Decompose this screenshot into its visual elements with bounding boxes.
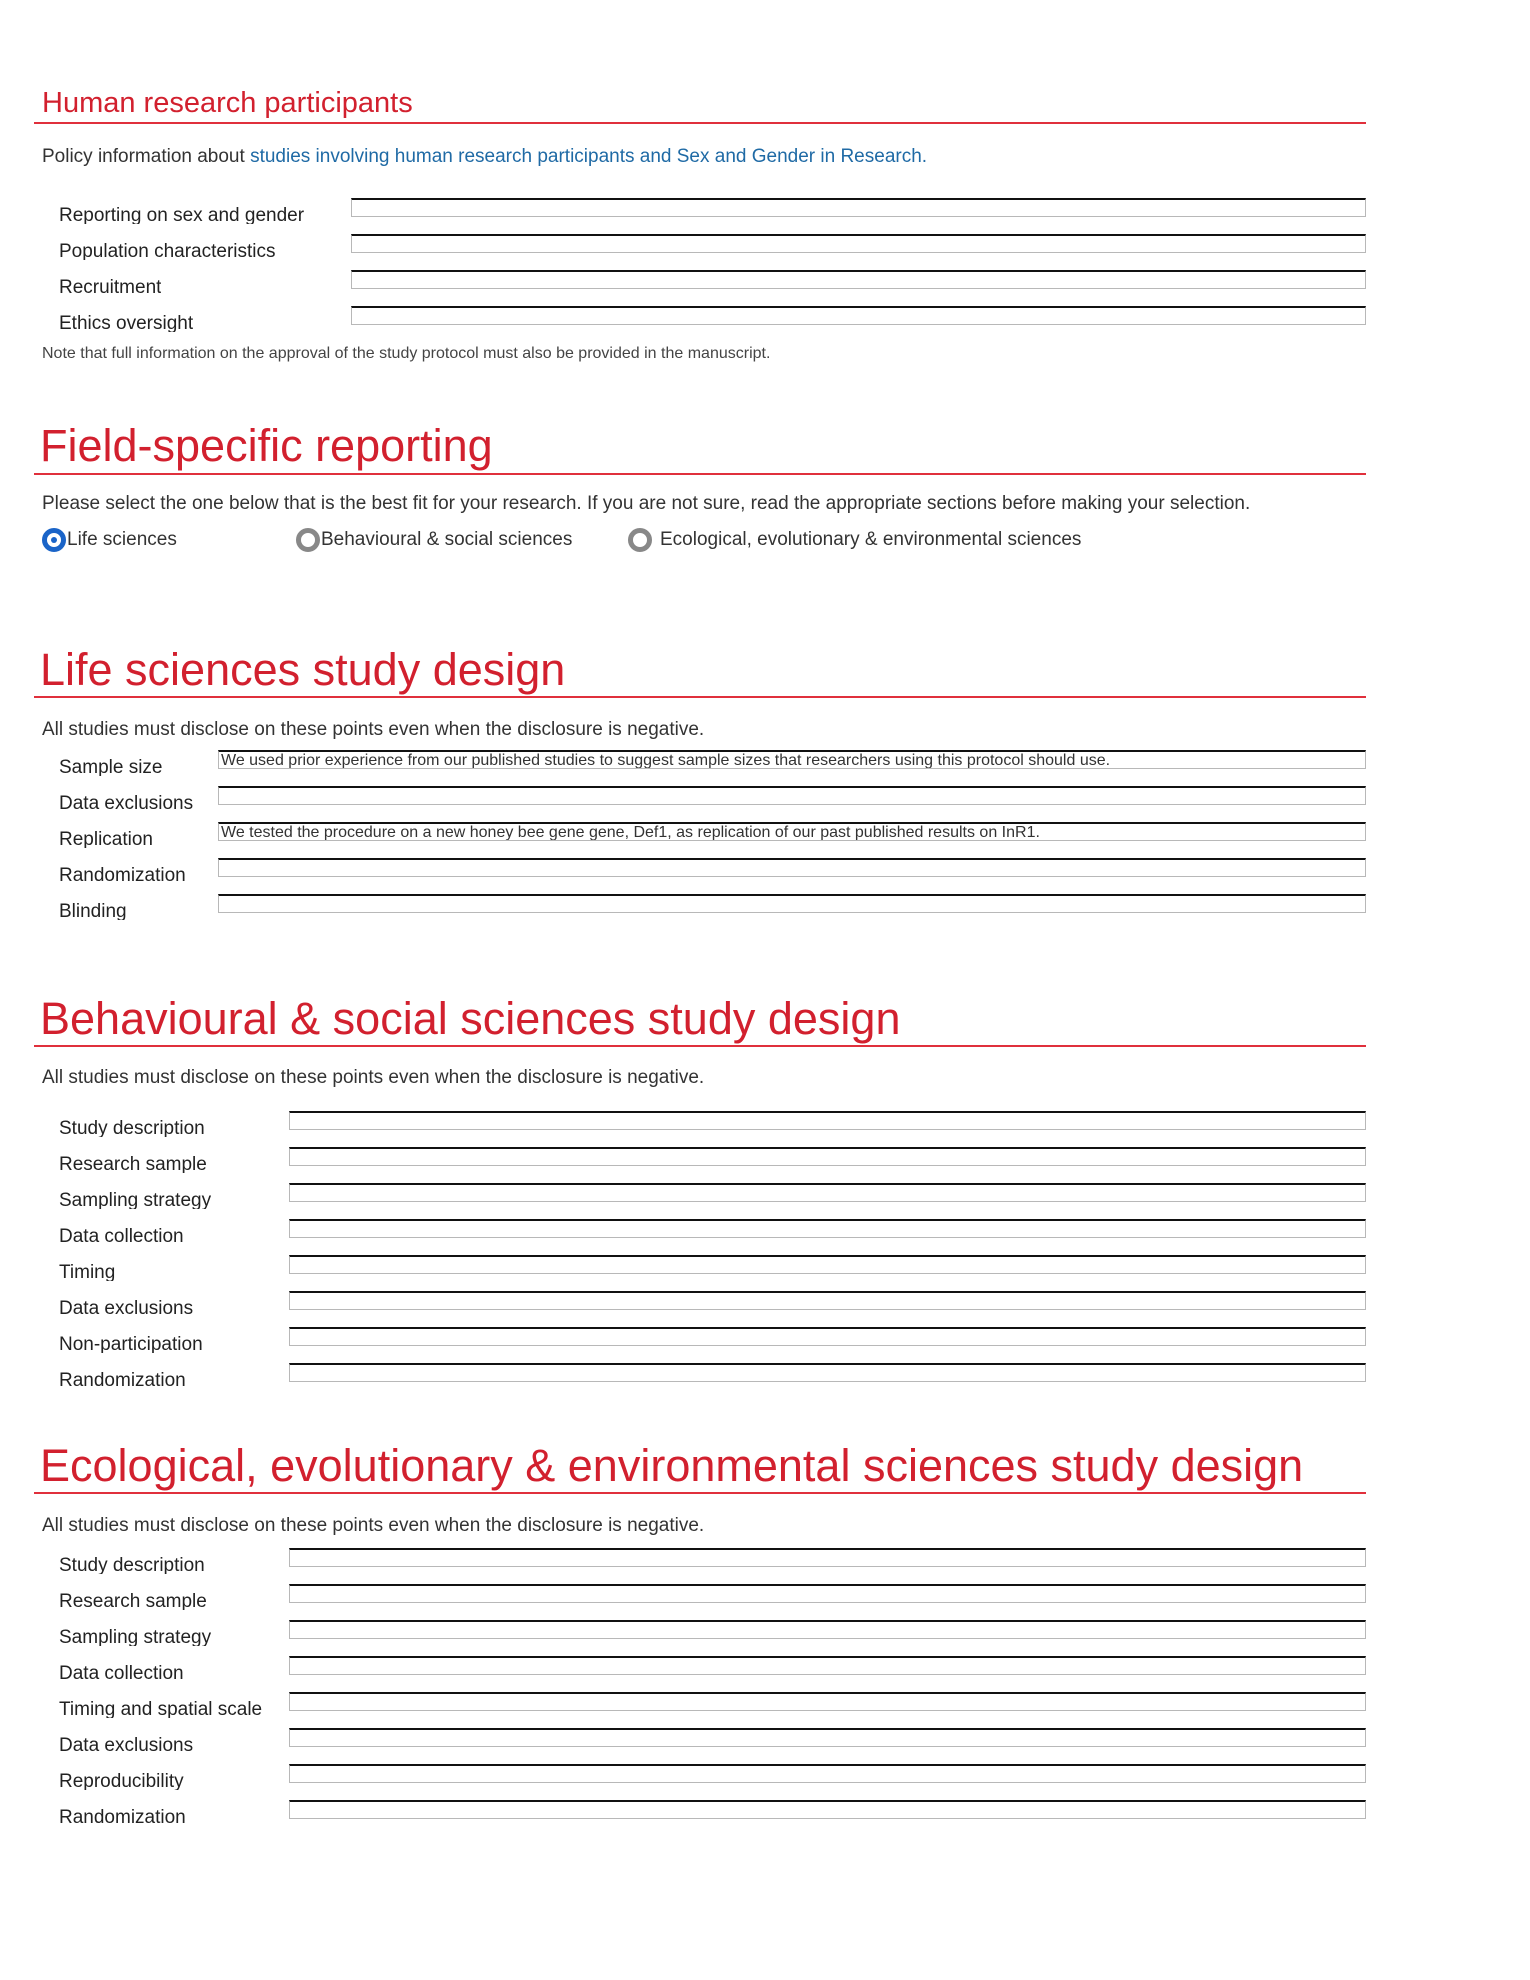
- timing-input[interactable]: [289, 1255, 1366, 1274]
- data-collection-input[interactable]: [289, 1219, 1366, 1238]
- radio-label: Life sciences: [67, 529, 177, 550]
- field-label: Reproducibility: [59, 1771, 184, 1790]
- radio-behavioural-social[interactable]: [296, 528, 572, 552]
- sampling-strategy-input[interactable]: [289, 1620, 1366, 1639]
- field-instruction: Please select the one below that is the best fit for your research. If you are not sure, read the appropriate sections before making your selection.: [42, 493, 1251, 514]
- field-label: Data collection: [59, 1226, 184, 1245]
- radio-label: Ecological, evolutionary & environmental sciences: [660, 529, 1082, 550]
- field-label: Timing and spatial scale: [59, 1699, 263, 1718]
- field-label: Replication: [59, 829, 153, 848]
- life-sciences-intro: All studies must disclose on these points even when the disclosure is negative.: [42, 719, 705, 740]
- data-collection-input[interactable]: [289, 1656, 1366, 1675]
- policy-info: [42, 147, 927, 166]
- field-label: Randomization: [59, 865, 186, 884]
- field-label: Recruitment: [59, 277, 162, 296]
- radio-label: Behavioural & social sciences: [321, 529, 573, 550]
- population-characteristics-input[interactable]: [351, 234, 1366, 253]
- field-label: Ethics oversight: [59, 313, 194, 332]
- research-sample-input[interactable]: [289, 1147, 1366, 1166]
- section-divider: [34, 122, 1366, 124]
- radio-unselected-icon[interactable]: [296, 528, 320, 552]
- study-description-input[interactable]: [289, 1548, 1366, 1567]
- field-label: Randomization: [59, 1807, 186, 1826]
- ecological-intro: All studies must disclose on these points even when the disclosure is negative.: [42, 1515, 705, 1536]
- human-research-heading: Human research participants: [42, 87, 413, 119]
- policy-link[interactable]: studies involving human research participants and Sex and Gender in Research.: [250, 146, 928, 167]
- ecological-heading: Ecological, evolutionary & environmental sciences study design: [40, 1440, 1304, 1491]
- radio-ecological[interactable]: [628, 528, 1081, 552]
- field-label: Timing: [59, 1262, 116, 1281]
- section-divider: [34, 473, 1366, 475]
- sampling-strategy-input[interactable]: [289, 1183, 1366, 1202]
- field-label: Sampling strategy: [59, 1627, 212, 1646]
- field-label: Study description: [59, 1118, 205, 1137]
- field-label: Data exclusions: [59, 1298, 194, 1317]
- section-divider: [34, 696, 1366, 698]
- field-label: Data collection: [59, 1663, 184, 1682]
- field-label: Data exclusions: [59, 1735, 194, 1754]
- field-label: Randomization: [59, 1370, 186, 1389]
- radio-life-sciences[interactable]: [42, 528, 177, 552]
- field-label: Non-participation: [59, 1334, 203, 1353]
- sex-gender-input[interactable]: [351, 198, 1366, 217]
- policy-prefix: Policy information about: [42, 146, 251, 167]
- data-exclusions-input[interactable]: [289, 1728, 1366, 1747]
- data-exclusions-input[interactable]: [289, 1291, 1366, 1310]
- field-label: Research sample: [59, 1591, 207, 1610]
- field-label: Reporting on sex and gender: [59, 205, 305, 224]
- field-radio-group: [42, 528, 1242, 558]
- radio-selected-icon[interactable]: [42, 528, 66, 552]
- field-label: Research sample: [59, 1154, 207, 1173]
- blinding-input[interactable]: [218, 894, 1366, 913]
- section-divider: [34, 1045, 1366, 1047]
- sample-size-input[interactable]: We used prior experience from our published studies to suggest sample sizes that researchers using this protocol should use.: [218, 750, 1366, 769]
- ethics-oversight-input[interactable]: [351, 306, 1366, 325]
- non-participation-input[interactable]: [289, 1327, 1366, 1346]
- recruitment-input[interactable]: [351, 270, 1366, 289]
- field-label: Blinding: [59, 901, 127, 920]
- timing-spatial-scale-input[interactable]: [289, 1692, 1366, 1711]
- field-label: Population characteristics: [59, 241, 276, 260]
- behavioural-heading: Behavioural & social sciences study design: [40, 993, 901, 1044]
- behavioural-intro: All studies must disclose on these points even when the disclosure is negative.: [42, 1067, 705, 1088]
- field-label: Data exclusions: [59, 793, 194, 812]
- radio-unselected-icon[interactable]: [628, 528, 652, 552]
- randomization-input[interactable]: [218, 858, 1366, 877]
- replication-input[interactable]: We tested the procedure on a new honey bee gene gene, Def1, as replication of our past published results on InR1.: [218, 822, 1366, 841]
- field-specific-heading: Field-specific reporting: [40, 420, 493, 471]
- field-label: Sampling strategy: [59, 1190, 212, 1209]
- approval-note: Note that full information on the approval of the study protocol must also be provided in the manuscript.: [42, 345, 771, 362]
- randomization-input[interactable]: [289, 1363, 1366, 1382]
- field-label: Study description: [59, 1555, 205, 1574]
- study-description-input[interactable]: [289, 1111, 1366, 1130]
- randomization-input[interactable]: [289, 1800, 1366, 1819]
- section-divider: [34, 1492, 1366, 1494]
- research-sample-input[interactable]: [289, 1584, 1366, 1603]
- reproducibility-input[interactable]: [289, 1764, 1366, 1783]
- data-exclusions-input[interactable]: [218, 786, 1366, 805]
- life-sciences-heading: Life sciences study design: [40, 644, 566, 695]
- field-label: Sample size: [59, 757, 163, 776]
